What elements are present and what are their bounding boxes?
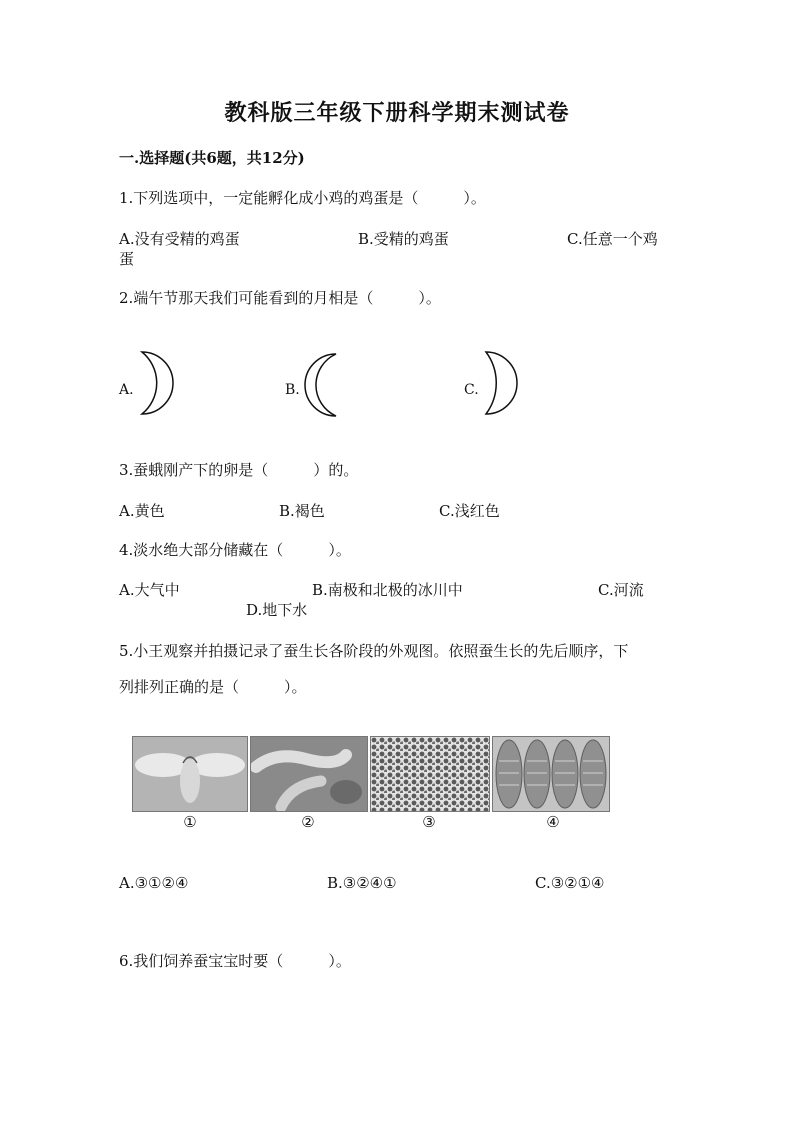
question-1: 1.下列选项中，一定能孵化成小鸡的鸡蛋是（ ）。 <box>119 189 486 207</box>
q1-option-c[interactable]: C.任意一个鸡 <box>567 230 658 248</box>
first-quarter-moon-icon <box>480 350 524 416</box>
photo-label-1: ① <box>183 813 197 831</box>
q1-option-b[interactable]: B.受精的鸡蛋 <box>358 230 449 248</box>
question-5-line-2: 列排列正确的是（ ）。 <box>119 678 307 696</box>
photo-label-4: ④ <box>546 813 560 831</box>
q2-option-c[interactable]: C. <box>464 382 479 398</box>
question-4: 4.淡水绝大部分储藏在（ ）。 <box>119 541 351 559</box>
q4-option-a[interactable]: A.大气中 <box>119 581 180 599</box>
section-heading: 一.选择题(共6题，共12分) <box>119 149 305 167</box>
q4-option-c[interactable]: C.河流 <box>598 581 644 599</box>
q1-option-c-wrap: 蛋 <box>119 250 135 268</box>
q4-option-d[interactable]: D.地下水 <box>246 601 308 619</box>
q3-option-c[interactable]: C.浅红色 <box>439 502 500 520</box>
q5-option-a[interactable]: A.③①②④ <box>119 874 189 892</box>
silkworm-eggs-photo <box>370 736 490 812</box>
waning-crescent-moon-icon <box>302 352 342 418</box>
q3-option-a[interactable]: A.黄色 <box>119 502 165 520</box>
question-6: 6.我们饲养蚕宝宝时要（ ）。 <box>119 952 351 970</box>
silkworm-pupae-photo <box>492 736 610 812</box>
silkworm-moth-photo <box>132 736 248 812</box>
q2-option-a[interactable]: A. <box>119 382 134 398</box>
waxing-crescent-moon-icon <box>136 350 176 416</box>
page-title: 教科版三年级下册科学期末测试卷 <box>224 100 570 126</box>
q4-option-b[interactable]: B.南极和北极的冰川中 <box>312 581 463 599</box>
q5-option-b[interactable]: B.③②④① <box>327 874 397 892</box>
q2-option-b[interactable]: B. <box>285 382 300 398</box>
question-3: 3.蚕蛾刚产下的卵是（ ）的。 <box>119 461 359 479</box>
silkworm-larvae-photo <box>250 736 368 812</box>
q5-option-c[interactable]: C.③②①④ <box>535 874 605 892</box>
photo-label-3: ③ <box>422 813 436 831</box>
photo-label-2: ② <box>301 813 315 831</box>
q1-option-a[interactable]: A.没有受精的鸡蛋 <box>119 230 240 248</box>
question-2: 2.端午节那天我们可能看到的月相是（ ）。 <box>119 289 441 307</box>
q3-option-b[interactable]: B.褐色 <box>279 502 325 520</box>
question-5-line-1: 5.小王观察并拍摄记录了蚕生长各阶段的外观图。依照蚕生长的先后顺序，下 <box>119 642 629 660</box>
